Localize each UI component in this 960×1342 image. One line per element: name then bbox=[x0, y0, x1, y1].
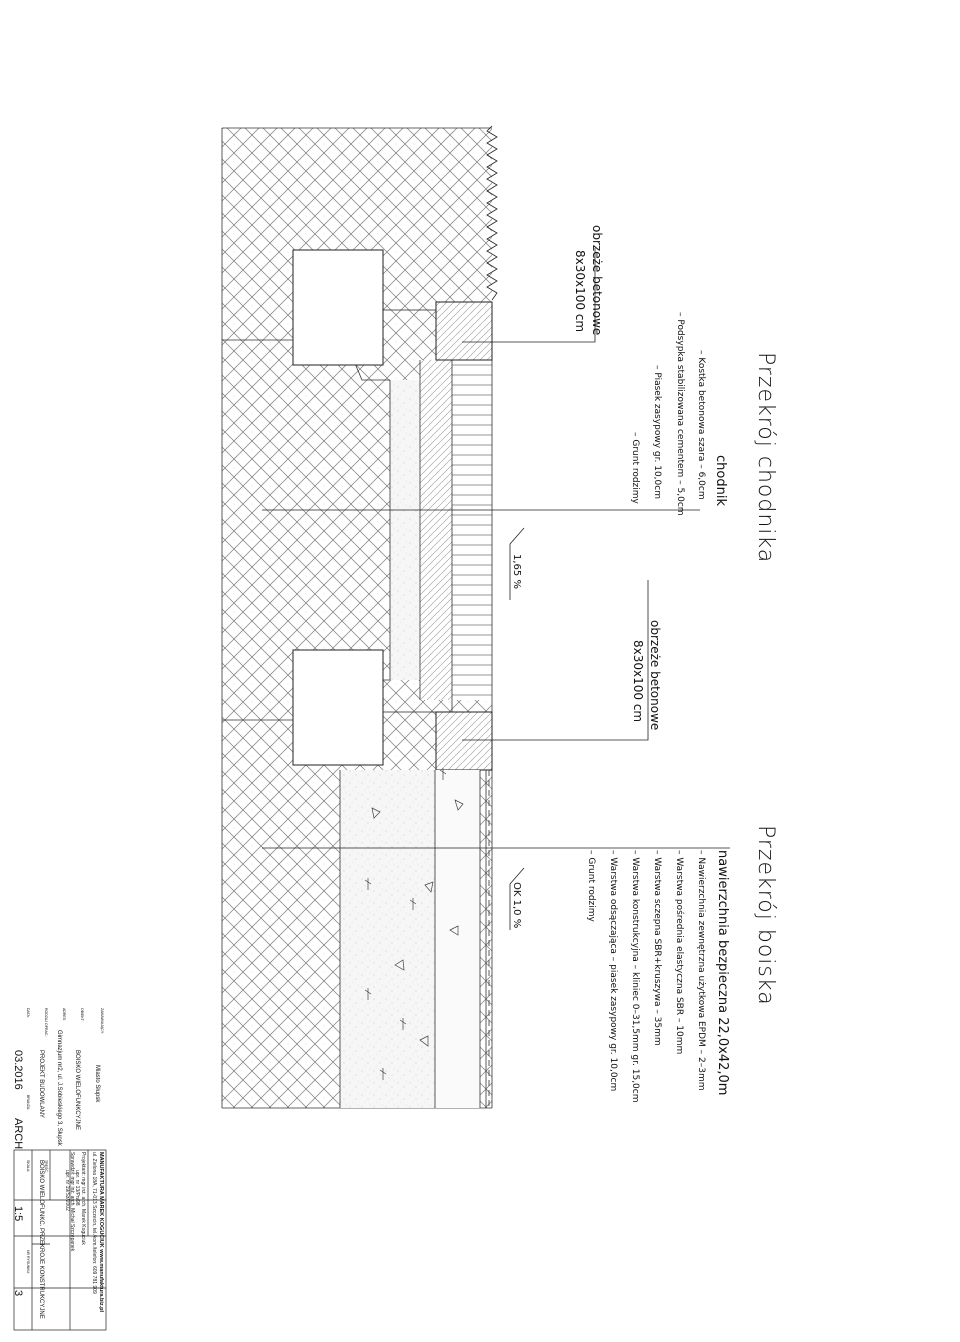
tb-sheet: 3 bbox=[12, 1290, 24, 1297]
tb-branch: ARCH bbox=[12, 1118, 24, 1150]
tb-content: BOISKO WIELOFUNKC. PRZEKROJE KONSTRUKCYJNE bbox=[38, 1160, 44, 1319]
left-curb-label-2: 8x30x100 cm bbox=[573, 250, 587, 333]
aggregate-layer bbox=[435, 770, 480, 1108]
pitch-layer-2: – Warstwa pośrednia elastyczna SBR – 10mm bbox=[674, 850, 684, 1055]
right-curb-label-1: obrzeże betonowe bbox=[648, 620, 662, 731]
pitch-layer-3: – Warstwa sczepna SBR+kruszywa – 35mm bbox=[652, 850, 662, 1046]
pitch-layer-4: – Warstwa konstrukcyjna – kliniec 0–31,5mm gr. 15,0cm bbox=[630, 850, 640, 1103]
tb-object-label: OBIEKT: bbox=[80, 1008, 84, 1022]
tb-address-label: ADRES: bbox=[62, 1008, 66, 1022]
sidewalk-slope: 1,65 % bbox=[511, 554, 522, 589]
tb-checker-1: Sprawdził: mgr inż. arch. Michał Szczepanek bbox=[69, 1152, 75, 1252]
tb-object: BOISKO WIELOFUNKCYJNE bbox=[74, 1050, 80, 1131]
sand-drainage-layer bbox=[340, 770, 435, 1108]
tb-branch-label: BRANŻA: bbox=[26, 1095, 30, 1111]
left-curb-label-1: obrzeże betonowe bbox=[590, 225, 604, 336]
pitch-layer-1: – Nawierzchnia zewnętrzna użytkowa EPDM – 2–3mm bbox=[696, 850, 706, 1091]
tb-checker-2: upr. nr 19/Sz/2002 bbox=[64, 1170, 70, 1211]
tb-date-label: DATA: bbox=[26, 1008, 30, 1018]
tb-type-label: RODZAJ OPRAC.: bbox=[44, 1008, 48, 1038]
tb-sheet-label: NR RYSUNKU: bbox=[26, 1250, 30, 1275]
tb-address: Gimnazjum nr2, ul. J.Sobieskiego 3, Słupsk bbox=[56, 1030, 62, 1146]
sidewalk-layer-2: – Podsypka stabilizowana cementem – 5,0cm bbox=[675, 312, 685, 516]
tb-designer-2: upr. nr 13/Pn/98 bbox=[74, 1170, 80, 1206]
curb-left bbox=[436, 302, 492, 360]
tb-company: MANUFAKTURA MAREK KOGUCIUK www.manufaktura.biz.pl bbox=[98, 1152, 104, 1313]
pitch-layer-6: – Grunt rodzimy bbox=[586, 850, 596, 922]
tb-scale: 1:5 bbox=[12, 1206, 24, 1222]
tb-type: PROJEKT BUDOWLANY bbox=[38, 1050, 44, 1118]
curb-left-foundation bbox=[293, 250, 383, 365]
sidewalk-title: Przekrój chodnika bbox=[753, 352, 778, 564]
curb-right-foundation bbox=[293, 650, 383, 765]
tb-content-label: TREŚĆ: bbox=[44, 1160, 48, 1173]
sidewalk-layer-3: – Piasek zasypowy gr. 10,0cm bbox=[652, 365, 662, 499]
pitch-subtitle: nawierzchnia bezpieczna 22,0x42,0m bbox=[715, 850, 730, 1096]
paver-layer bbox=[452, 360, 492, 700]
sidewalk-layer-1: – Kostka betonowa szara – 6,0cm bbox=[696, 350, 706, 500]
sidewalk-layer-4: – Grunt rodzimy bbox=[630, 432, 640, 504]
tb-company-address: ul. Zielona 18A, 71-013 Szczecin, tel./kom./telefon: 609 781 909 bbox=[91, 1152, 97, 1294]
tb-date: 03.2016 bbox=[12, 1050, 24, 1090]
cement-bedding-layer bbox=[420, 360, 455, 700]
right-curb-label-2: 8x30x100 cm bbox=[631, 640, 645, 723]
tb-client-label: ZAMAWIAJĄCY: bbox=[100, 1008, 104, 1034]
curb-right bbox=[436, 712, 492, 770]
pitch-layer-5: – Warstwa odsączająca – piasek zasypowy gr. 10,0cm bbox=[608, 850, 618, 1092]
sidewalk-subtitle: chodnik bbox=[713, 455, 728, 506]
pitch-title: Przekrój boiska bbox=[753, 825, 778, 1006]
tb-client: Miasto Słupsk bbox=[94, 1065, 100, 1103]
pitch-slope: OK 1,0 % bbox=[511, 882, 522, 929]
tb-scale-label: SKALA: bbox=[26, 1160, 30, 1173]
tb-designer-1: Projektant: mgr inż. arch. Marek Koguciuk bbox=[80, 1152, 86, 1245]
